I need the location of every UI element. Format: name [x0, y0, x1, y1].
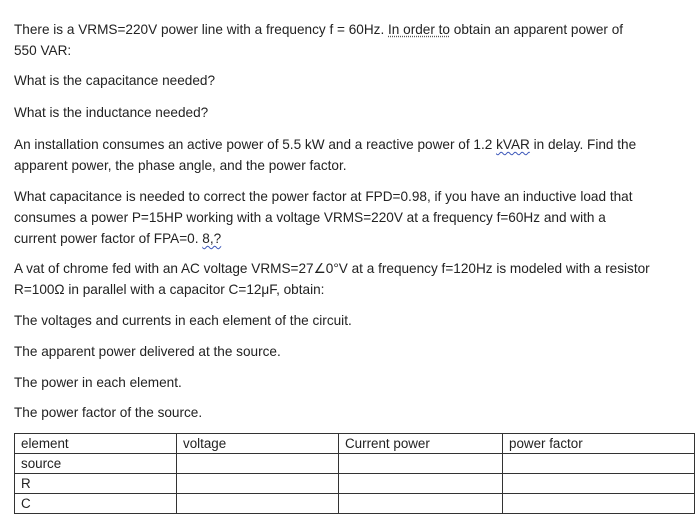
table-cell: [503, 494, 695, 514]
kvar-text: kVAR: [496, 137, 530, 152]
results-table: [14, 433, 695, 514]
table-cell: [503, 454, 695, 474]
question-chrome-vat: A vat of chrome fed with an AC voltage VRMS=27∠0°V at a frequency f=120Hz is modeled with a resistor R=100Ω in parallel with a capacitor C=12μF, obtain:: [14, 261, 650, 297]
table-cell: C: [15, 494, 177, 514]
table-cell: R: [15, 474, 177, 494]
question-power-factor-correction: What capacitance is needed to correct the power factor at FPD=0.98, if you have an inductive load that consumes a power P=15HP working with a voltage VRMS=220V at a frequency f=60Hz and with a current power factor of FPA=0. 8,?: [14, 189, 633, 246]
column-header: Current power: [339, 434, 503, 454]
in-order-to-text: In order to: [388, 22, 450, 37]
table-cell: [339, 494, 503, 514]
table-cell: [339, 454, 503, 474]
column-header: element: [15, 434, 177, 454]
question-installation: An installation consumes an active power of 5.5 kW and a reactive power of 1.2 kVAR in delay. Find the apparent power, the phase angle, and the power factor.: [14, 137, 637, 173]
task-apparent-power: The apparent power delivered at the source.: [14, 344, 281, 359]
task-power-each-element: The power in each element.: [14, 375, 182, 390]
column-header: voltage: [177, 434, 339, 454]
table-cell: [177, 474, 339, 494]
question-power-line: There is a VRMS=220V power line with a frequency f = 60Hz. In order to obtain an apparent power of 550 VAR:: [14, 22, 624, 58]
question-capacitance: What is the capacitance needed?: [14, 73, 216, 88]
table-row: [15, 474, 695, 494]
table-cell: [339, 474, 503, 494]
column-header: power factor: [503, 434, 695, 454]
table-row: [15, 494, 695, 514]
question-inductance: What is the inductance needed?: [14, 105, 209, 120]
task-voltages-currents: The voltages and currents in each element of the circuit.: [14, 313, 352, 328]
table-cell: [503, 474, 695, 494]
table-cell: [177, 494, 339, 514]
table-row: [15, 454, 695, 474]
table-cell: source: [15, 454, 177, 474]
table-cell: [177, 454, 339, 474]
task-power-factor-source: The power factor of the source.: [14, 405, 203, 420]
table-header-row: [15, 434, 695, 454]
fpa-value-text: 8,?: [202, 231, 222, 246]
